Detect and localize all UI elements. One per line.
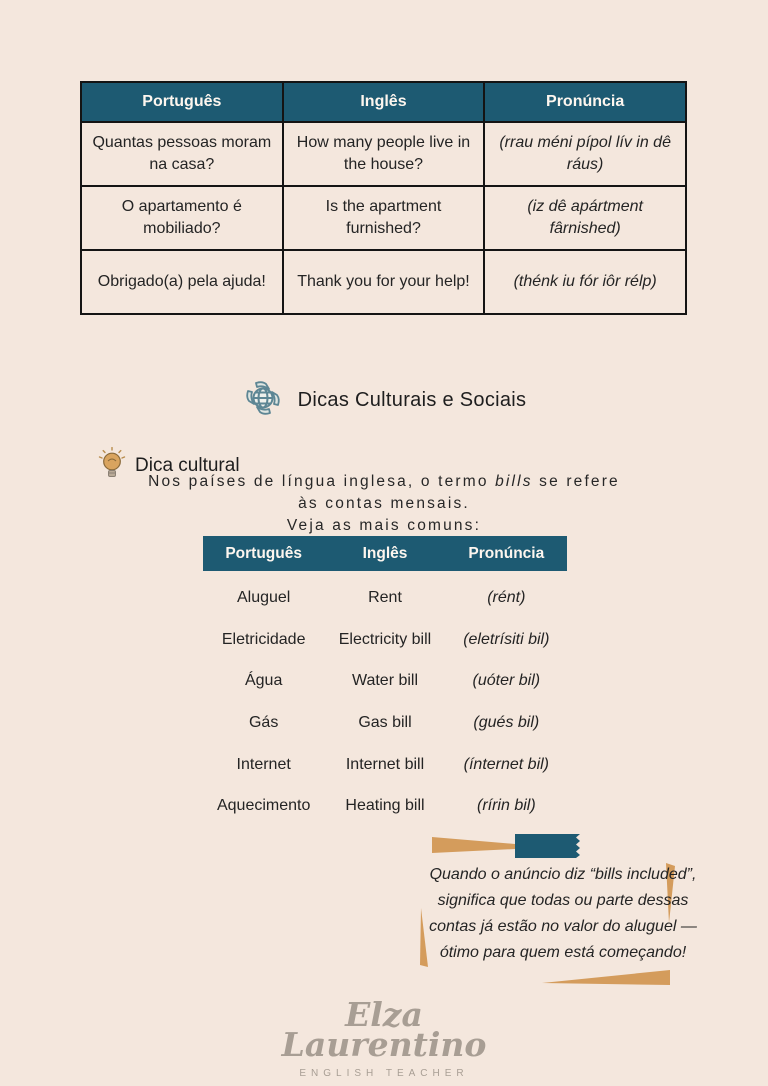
phrases-table <box>80 81 687 315</box>
cell-ingles: How many people live in the house? <box>283 122 485 186</box>
cell-portugues: O apartamento é mobiliado? <box>81 186 283 250</box>
bills-table-header-row <box>203 536 567 571</box>
table1-header-pronuncia: Pronúncia <box>484 82 686 122</box>
cell-pronuncia: (rént) <box>487 588 526 606</box>
table-row <box>81 250 686 314</box>
cell-pronuncia: (iz dê apártment fârnished) <box>484 186 686 250</box>
cell-ingles: Internet bill <box>345 755 425 773</box>
table2-header-pronuncia: Pronúncia <box>468 544 545 562</box>
tip-paragraph <box>144 471 624 537</box>
cell-pronuncia: (thénk iu fór iôr rélp) <box>484 250 686 314</box>
table-row <box>203 619 567 661</box>
cell-ingles: Gas bill <box>358 713 412 731</box>
section-title <box>0 377 768 424</box>
table-row <box>81 186 686 250</box>
cell-portugues: Aluguel <box>236 588 291 606</box>
table-row <box>203 744 567 786</box>
cell-ingles: Water bill <box>351 672 419 690</box>
tip-text-post: se refere às contas mensais. <box>298 473 620 512</box>
cell-portugues: Eletricidade <box>221 630 306 648</box>
cell-ingles: Rent <box>368 588 402 606</box>
logo-name-line2: Laurentino <box>281 1025 487 1065</box>
cell-ingles: Electricity bill <box>338 630 432 648</box>
cell-portugues: Água <box>244 672 283 690</box>
note-text: Quando o anúncio diz “bills included”, significa que todas ou parte dessas contas já estão no valor do aluguel — ótimo para quem está começando! <box>429 866 697 961</box>
cell-ingles: Is the apartment furnished? <box>283 186 485 250</box>
cell-pronuncia: (eletrísiti bil) <box>463 630 550 648</box>
globe-hands-icon <box>242 377 284 424</box>
table-row <box>203 702 567 744</box>
footer-logo <box>0 995 768 1079</box>
cell-portugues: Obrigado(a) pela ajuda! <box>81 250 283 314</box>
cell-portugues: Quantas pessoas moram na casa? <box>81 122 283 186</box>
table2-header-ingles: Inglês <box>362 544 408 562</box>
tip-text-line2: Veja as mais comuns: <box>286 517 482 534</box>
table-row <box>203 577 567 619</box>
ribbon-flag <box>515 834 580 858</box>
cell-portugues: Gás <box>248 713 279 731</box>
table1-header-portugues: Português <box>81 82 283 122</box>
table-row <box>81 122 686 186</box>
bills-table <box>203 536 567 827</box>
section-title-label: Dicas Culturais e Sociais <box>297 389 527 411</box>
cell-pronuncia: (ínternet bil) <box>463 755 550 773</box>
phrases-table-header-row <box>81 82 686 122</box>
cell-ingles: Heating bill <box>345 797 425 815</box>
logo-name-line1: Elza <box>345 995 423 1034</box>
cell-pronuncia: (gués bil) <box>473 713 540 731</box>
tip-text-italic: bills <box>495 473 533 490</box>
cell-pronuncia: (rírin bil) <box>476 797 536 815</box>
logo-subtitle: ENGLISH TEACHER <box>299 1067 469 1079</box>
cell-portugues: Aquecimento <box>216 797 311 815</box>
cell-portugues: Internet <box>236 755 291 773</box>
lightbulb-icon <box>97 447 127 484</box>
table1-header-ingles: Inglês <box>283 82 485 122</box>
cell-ingles: Thank you for your help! <box>283 250 485 314</box>
cell-pronuncia: (uóter bil) <box>472 672 541 690</box>
table-row <box>203 660 567 702</box>
table2-header-portugues: Português <box>225 544 302 562</box>
cell-pronuncia: (rrau méni pípol lív in dê ráus) <box>484 122 686 186</box>
tip-text-pre: Nos países de língua inglesa, o termo <box>148 473 496 490</box>
tip-label: Dica cultural <box>135 454 240 476</box>
